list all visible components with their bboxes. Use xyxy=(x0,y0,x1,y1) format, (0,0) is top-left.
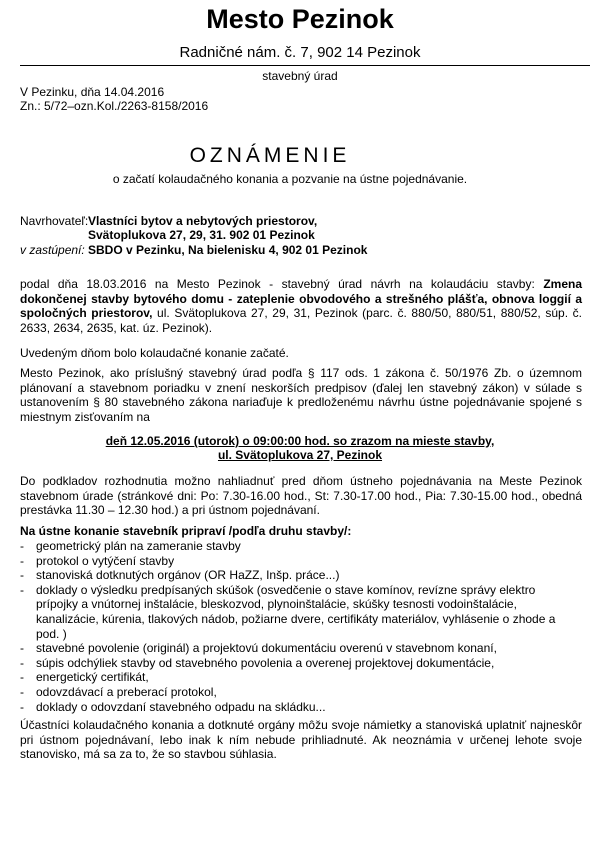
list-item: - doklady o výsledku predpísaných skúšok (osvedčenie o stave komínov, revízne správy elektro prípojky a vnútornej inštalácie, bleskozvod, plynoinštalácie, skúšky tesnosti vodoinštalácie, kanalizácie, kúrenia, tlakových nádob, požiarne dvere, certifikáty materiálov, vyhlásenie o zhode a pod. ) xyxy=(20,582,556,641)
list-item: - doklady o odovzdaní stavebného odpadu na skládku... xyxy=(20,699,326,714)
office-name: stavebný úrad xyxy=(262,69,338,83)
document-title: Mesto Pezinok xyxy=(206,4,394,34)
reference-number: Zn.: 5/72–ozn.Kol./2263-8158/2016 xyxy=(20,99,209,113)
list-item: - odovzdávací a preberací protokol, xyxy=(20,684,217,699)
applicant-name: Vlastníci bytov a nebytových priestorov, xyxy=(88,214,318,228)
application-text: podal dňa 18.03.2016 na Mesto Pezinok - stavebný úrad návrh na kolaudáciu stavby: xyxy=(20,277,544,291)
list-heading: Na ústne konanie stavebník pripraví /podľa druhu stavby/: xyxy=(20,524,352,538)
construction-location: ul. Svätoplukova 27, 29, 31, Pezinok (parc. č. 880/50, 880/51, 880/52, súp. č. 2633, 2634, 2635, kat. úz. Pezinok). xyxy=(20,306,582,335)
header-divider xyxy=(20,65,590,66)
applicant-label: Navrhovateľ: xyxy=(20,214,89,228)
office-address: Radničné nám. č. 7, 902 14 Pezinok xyxy=(179,44,421,61)
list-item: - stavebné povolenie (originál) a projektovú dokumentáciu overenú v stavebnom konaní, xyxy=(20,641,497,656)
paragraph-hearing: Mesto Pezinok, ako príslušný stavebný úrad podľa § 117 ods. 1 zákona č. 50/1976 Zb. o územnom plánovaní a stavebnom poriadku v znení neskorších predpisov (ďalej len stavebný zákon) v súlade s ustanovením § 80 stavebného zákona nariaďuje k predloženému návrhu ústne pojednávanie spojené s miestnym zisťovaním na xyxy=(20,366,582,424)
paragraph-documents: Do podkladov rozhodnutia možno nahliadnuť pred dňom ústneho pojednávania na Meste Pezinok stavebnom úrade (stránkové dni: Po: 7.30-16.00 hod., St: 7.30-17.00 hod., Pia: 7.30-15.00 hod., obedná prestávka 11.30 – 12.30 hod.) a pri ústnom pojednávaní. xyxy=(20,474,582,518)
list-item: - stanoviská dotknutých orgánov (OR HaZZ, Inšp. práce...) xyxy=(20,568,340,583)
list-item: - protokol o vytýčení stavby xyxy=(20,553,175,568)
construction-name: Zmena dokončenej stavby bytového domu - zateplenie obvodového a strešného plášťa, obnova loggií a spoločných priestorov, xyxy=(20,277,582,321)
paragraph-application xyxy=(20,277,582,335)
hearing-date: deň 12.05.2016 (utorok) o 09:00:00 hod. so zrazom na mieste stavby, xyxy=(105,434,495,448)
list-item: - geometrický plán na zameranie stavby xyxy=(20,539,241,553)
representative-row xyxy=(20,243,367,257)
list-item: - súpis odchýliek stavby od stavebného povolenia a overenej projektovej dokumentácie, xyxy=(20,655,495,670)
notice-heading: OZNÁMENIE xyxy=(189,144,351,167)
applicant-row xyxy=(20,214,317,228)
place-date: V Pezinku, dňa 14.04.2016 xyxy=(20,85,165,99)
representative-label: v zastúpení: xyxy=(20,243,85,257)
applicant-address-row xyxy=(20,228,315,242)
paragraph-objections: Účastníci kolaudačného konania a dotknuté orgány môžu svoje námietky a stanoviská uplatniť najneskôr pri ústnom pojednávaní, lebo inak k ním nebude prihliadnuté. Ak neoznámia v určenej lehote svoje stanovisko, má sa za to, že so stavbou súhlasia. xyxy=(20,718,582,762)
list-item: - energetický certifikát, xyxy=(20,670,149,685)
notice-subheading: o začatí kolaudačného konania a pozvanie na ústne pojednávanie. xyxy=(112,172,468,186)
required-documents-list xyxy=(20,539,580,714)
applicant-address: Svätoplukova 27, 29, 31. 902 01 Pezinok xyxy=(88,228,315,242)
representative-name: SBDO v Pezinku, Na bielenisku 4, 902 01 Pezinok xyxy=(88,243,368,257)
hearing-location: ul. Svätoplukova 27, Pezinok xyxy=(217,448,383,462)
paragraph-started: Uvedeným dňom bolo kolaudačné konanie začaté. xyxy=(20,346,289,360)
